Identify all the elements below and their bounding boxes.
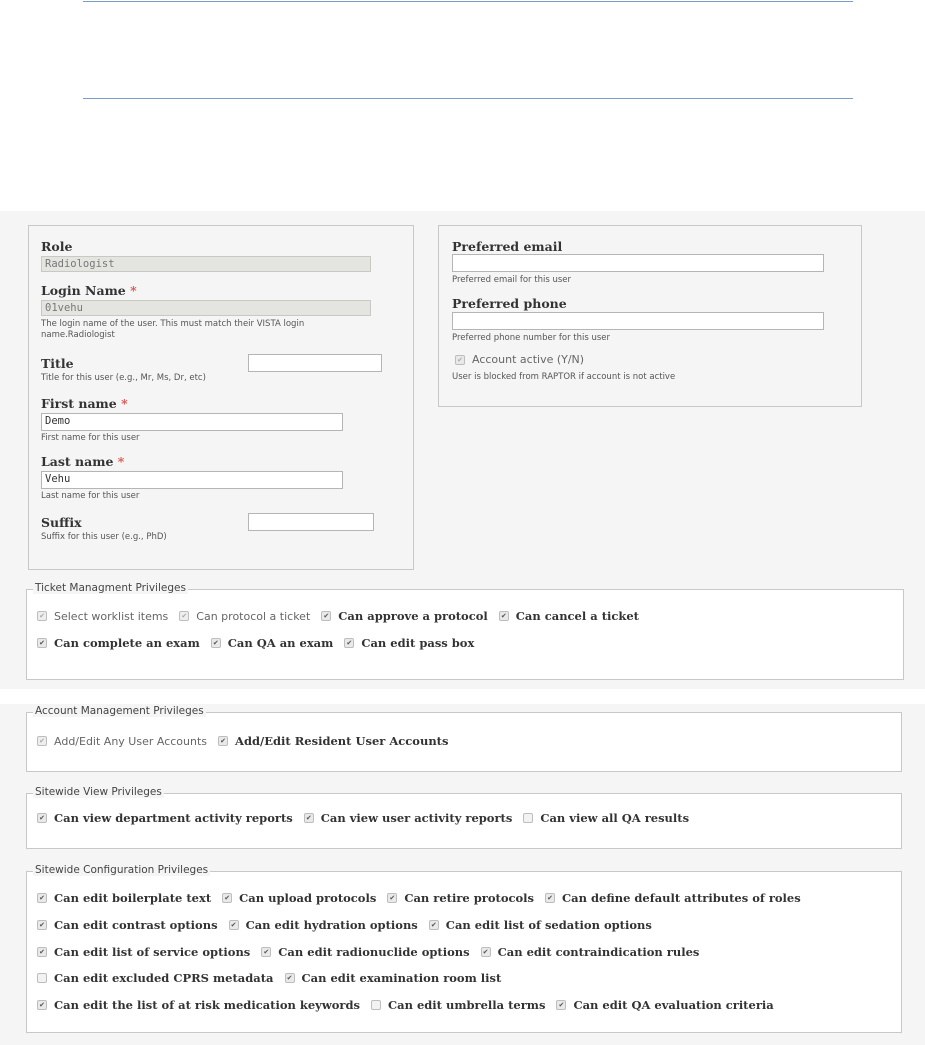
- checkbox-empty-icon: [37, 973, 47, 983]
- login-name-help-line2: name.Radiologist: [41, 330, 115, 340]
- privilege-checkbox[interactable]: [229, 918, 418, 932]
- privilege-checkbox[interactable]: [37, 610, 168, 623]
- check-icon: ✔: [222, 893, 232, 903]
- privilege-checkbox[interactable]: [545, 891, 801, 905]
- check-icon: ✔: [211, 638, 221, 648]
- privilege-checkbox[interactable]: [285, 971, 502, 985]
- account-privileges-row: [37, 733, 459, 749]
- check-icon: ✔: [321, 611, 331, 621]
- title-field[interactable]: [248, 354, 382, 372]
- preferred-email-field[interactable]: [452, 254, 824, 272]
- privilege-label: Can protocol a ticket: [196, 609, 311, 623]
- privilege-label: Can edit list of service options: [54, 945, 251, 959]
- last-name-help: Last name for this user: [41, 491, 140, 501]
- account-active-help: User is blocked from RAPTOR if account is not active: [452, 372, 676, 382]
- privilege-label: Can upload protocols: [239, 891, 377, 905]
- view-privileges-row: [37, 810, 700, 826]
- privilege-label: Can view department activity reports: [54, 811, 293, 825]
- check-icon: ✔: [37, 893, 47, 903]
- privilege-checkbox[interactable]: [499, 609, 639, 623]
- check-icon: ✔: [179, 611, 189, 621]
- role-field[interactable]: Radiologist: [41, 256, 371, 272]
- privilege-label: Can edit boilerplate text: [54, 891, 212, 905]
- privileges-panel: [0, 704, 925, 1045]
- privilege-checkbox[interactable]: [321, 609, 487, 623]
- privilege-checkbox[interactable]: [37, 891, 211, 905]
- privilege-checkbox[interactable]: [37, 735, 207, 748]
- account-privileges-legend: Account Management Privileges: [35, 705, 204, 717]
- privilege-checkbox[interactable]: [523, 811, 689, 825]
- privilege-label: Can edit contraindication rules: [497, 945, 700, 959]
- privilege-label: Can edit contrast options: [54, 918, 218, 932]
- privilege-checkbox[interactable]: [261, 945, 469, 959]
- config-privileges-fieldset: [26, 864, 902, 1033]
- privilege-checkbox[interactable]: [37, 636, 200, 650]
- privilege-label: Select worklist items: [54, 609, 169, 623]
- required-marker: *: [130, 283, 137, 298]
- privilege-label: Can edit the list of at risk medication keywords: [54, 998, 360, 1012]
- second-divider: [83, 98, 853, 99]
- check-icon: ✔: [285, 973, 295, 983]
- ticket-privileges-fieldset: [26, 582, 904, 680]
- required-marker: *: [121, 396, 128, 411]
- check-icon: ✔: [37, 638, 47, 648]
- check-icon: ✔: [37, 947, 47, 957]
- preferred-phone-field[interactable]: [452, 312, 824, 330]
- ticket-privileges-legend: Ticket Managment Privileges: [35, 582, 186, 594]
- check-icon: ✔: [387, 893, 397, 903]
- config-privileges-row: [37, 890, 812, 906]
- last-name-field[interactable]: Vehu: [41, 471, 343, 489]
- check-icon: ✔: [229, 920, 239, 930]
- view-privileges-fieldset: [26, 786, 902, 849]
- privilege-checkbox[interactable]: [304, 811, 513, 825]
- first-name-field[interactable]: Demo: [41, 413, 343, 431]
- privilege-checkbox[interactable]: [429, 918, 652, 932]
- privilege-label: Can edit excluded CPRS metadata: [54, 971, 274, 985]
- check-icon: ✔: [218, 736, 228, 746]
- user-form-box: [28, 225, 414, 570]
- ticket-privileges-row: [37, 635, 485, 651]
- account-active-checkbox[interactable]: [455, 353, 584, 366]
- privilege-checkbox[interactable]: [218, 734, 448, 748]
- privilege-label: Add/Edit Resident User Accounts: [235, 734, 449, 748]
- privilege-label: Can edit umbrella terms: [387, 998, 546, 1012]
- check-icon: ✔: [304, 813, 314, 823]
- view-privileges-legend: Sitewide View Privileges: [35, 786, 162, 798]
- login-name-label: Login Name *: [41, 283, 137, 298]
- privilege-label: Can cancel a ticket: [515, 609, 639, 623]
- privilege-label: Can QA an exam: [227, 636, 334, 650]
- required-marker: *: [117, 454, 125, 469]
- privilege-label: Can edit pass box: [361, 636, 475, 650]
- privilege-label: Can view user activity reports: [320, 811, 513, 825]
- privilege-checkbox[interactable]: [344, 636, 474, 650]
- privilege-checkbox[interactable]: [37, 998, 360, 1012]
- privilege-checkbox[interactable]: [387, 891, 534, 905]
- privilege-label: Can approve a protocol: [338, 609, 488, 623]
- privilege-checkbox[interactable]: [37, 945, 250, 959]
- check-icon: ✔: [481, 947, 491, 957]
- privilege-checkbox[interactable]: [37, 811, 293, 825]
- config-privileges-legend: Sitewide Configuration Privileges: [35, 864, 209, 876]
- check-icon: ✔: [344, 638, 354, 648]
- checkbox-empty-icon: [523, 813, 533, 823]
- check-icon: ✔: [545, 893, 555, 903]
- check-icon: ✔: [499, 611, 509, 621]
- first-name-help: First name for this user: [41, 433, 140, 443]
- title-help: Title for this user (e.g., Mr, Ms, Dr, etc): [41, 373, 206, 383]
- privilege-label: Add/Edit Any User Accounts: [54, 734, 208, 748]
- account-active-label: Account active (Y/N): [472, 353, 585, 366]
- config-privileges-row: [37, 997, 785, 1013]
- privilege-checkbox[interactable]: [481, 945, 700, 959]
- preferred-phone-help: Preferred phone number for this user: [452, 333, 611, 343]
- privilege-label: Can edit radionuclide options: [278, 945, 470, 959]
- privilege-label: Can edit examination room list: [301, 971, 502, 985]
- login-name-field[interactable]: 01vehu: [41, 300, 371, 316]
- privilege-checkbox[interactable]: [211, 636, 334, 650]
- privilege-label: Can complete an exam: [54, 636, 200, 650]
- suffix-help: Suffix for this user (e.g., PhD): [41, 532, 167, 542]
- account-privileges-fieldset: [26, 705, 902, 772]
- preferred-phone-label: Preferred phone: [452, 296, 567, 311]
- suffix-field[interactable]: [248, 513, 374, 531]
- privilege-checkbox[interactable]: [222, 891, 376, 905]
- privilege-label: Can edit hydration options: [245, 918, 418, 932]
- privilege-label: Can edit list of sedation options: [445, 918, 652, 932]
- config-privileges-row: [37, 917, 663, 933]
- config-privileges-row: [37, 944, 710, 960]
- preferred-email-label: Preferred email: [452, 239, 563, 254]
- check-icon: ✔: [429, 920, 439, 930]
- title-label: Title: [41, 356, 74, 371]
- privilege-label: Can define default attributes of roles: [562, 891, 801, 905]
- privilege-checkbox[interactable]: [37, 918, 218, 932]
- privilege-checkbox[interactable]: [371, 998, 545, 1012]
- login-name-help-line1: The login name of the user. This must match their VISTA login: [41, 319, 305, 329]
- privilege-label: Can retire protocols: [404, 891, 535, 905]
- check-icon: ✔: [37, 611, 47, 621]
- user-details-panel: [0, 211, 925, 689]
- first-name-label: First name *: [41, 396, 128, 411]
- contact-form-box: [438, 225, 862, 407]
- privilege-label: Can view all QA results: [540, 811, 690, 825]
- check-icon: ✔: [261, 947, 271, 957]
- preferred-email-help: Preferred email for this user: [452, 275, 571, 285]
- check-icon: ✔: [455, 355, 465, 365]
- suffix-label: Suffix: [41, 515, 82, 530]
- config-privileges-row: [37, 970, 512, 986]
- privilege-checkbox[interactable]: [37, 971, 274, 985]
- ticket-privileges-row: [37, 608, 650, 624]
- checkbox-empty-icon: [371, 1000, 381, 1010]
- top-divider: [83, 1, 853, 2]
- check-icon: ✔: [37, 813, 47, 823]
- last-name-label: Last name *: [41, 454, 125, 469]
- role-label: Role: [41, 239, 73, 254]
- check-icon: ✔: [37, 920, 47, 930]
- check-icon: ✔: [556, 1000, 566, 1010]
- privilege-label: Can edit QA evaluation criteria: [573, 998, 774, 1012]
- privilege-checkbox[interactable]: [179, 610, 310, 623]
- check-icon: ✔: [37, 736, 47, 746]
- check-icon: ✔: [37, 1000, 47, 1010]
- privilege-checkbox[interactable]: [556, 998, 773, 1012]
